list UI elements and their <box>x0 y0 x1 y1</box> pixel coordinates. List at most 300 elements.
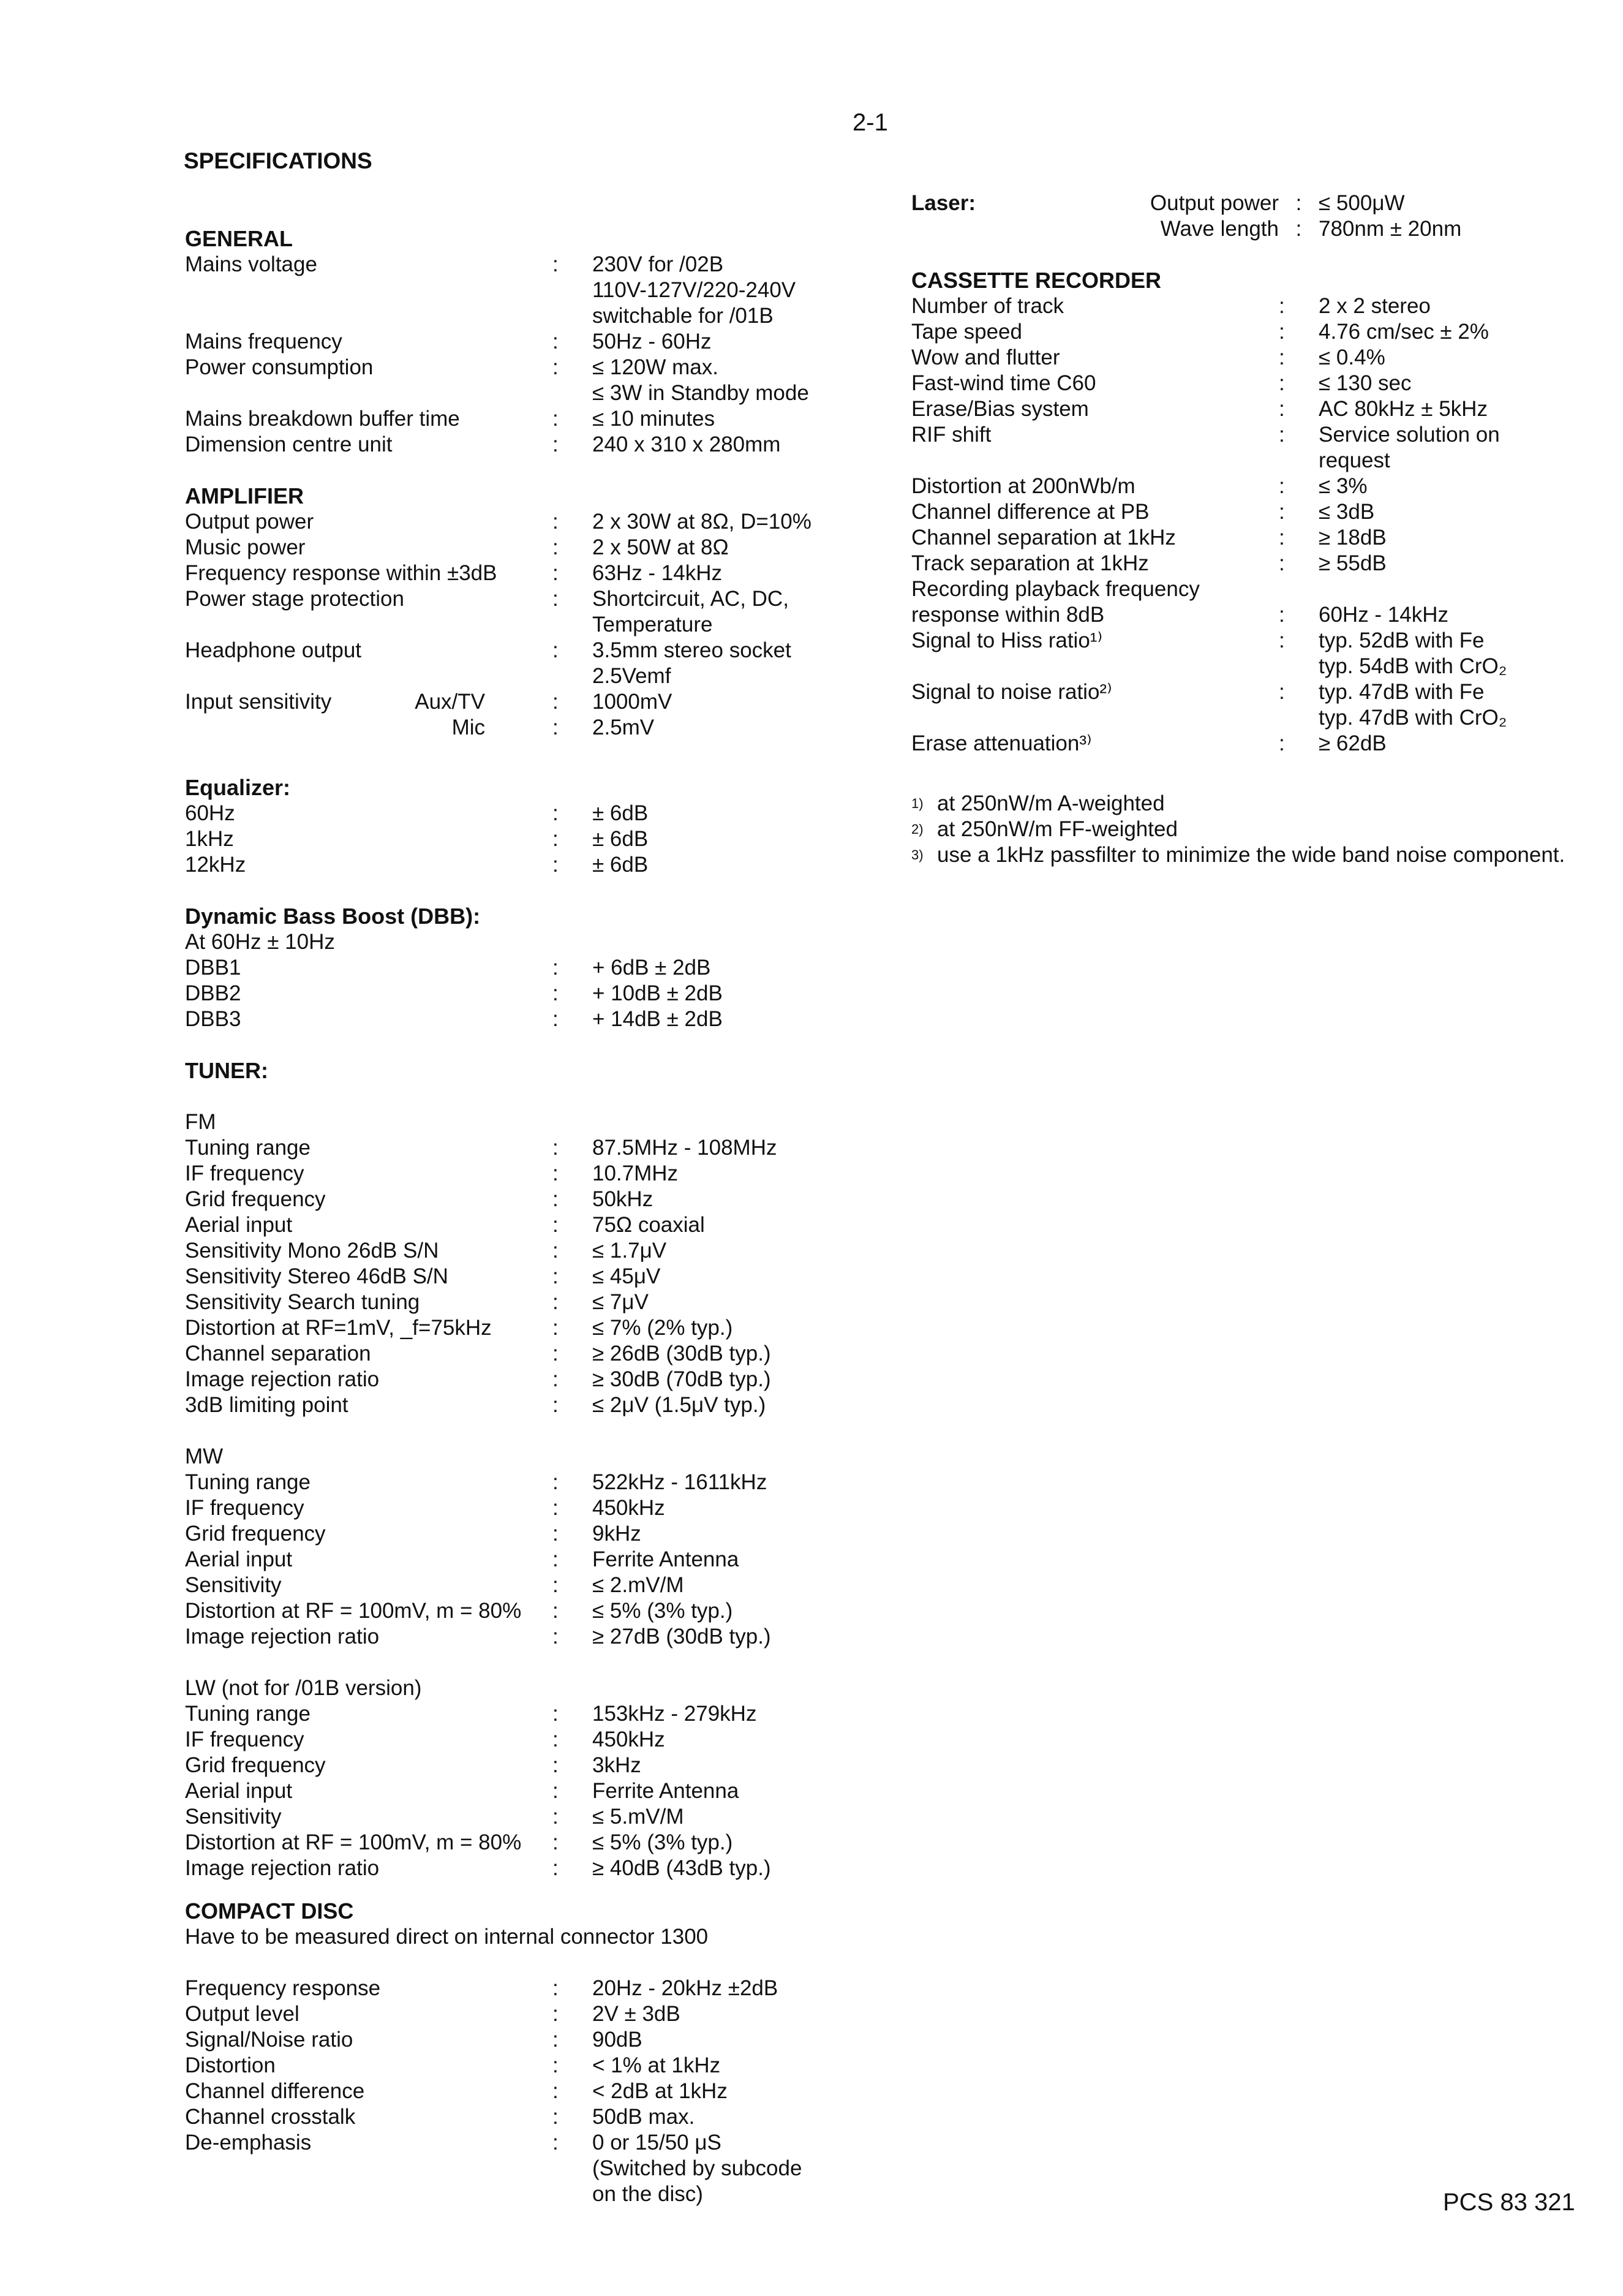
spec-label-text: DBB2 <box>185 981 241 1005</box>
colon-separator: : <box>552 1728 559 1751</box>
spec-label <box>185 1495 552 1521</box>
spec-label-text: Sensitivity <box>185 1573 282 1597</box>
spec-value <box>592 1976 871 2001</box>
spec-value-line: 2V ± 3dB <box>592 2002 680 2026</box>
spec-value-line: 87.5MHz - 108MHz <box>592 1136 777 1160</box>
colon-separator: : <box>1279 680 1285 704</box>
spec-label-text: Music power <box>185 535 306 559</box>
spec-label <box>185 1135 552 1161</box>
spec-label <box>185 252 552 303</box>
colon-separator: : <box>552 407 559 431</box>
subgroup-title: FM <box>185 1110 216 1134</box>
spec-value <box>592 1161 871 1187</box>
colon-separator: : <box>552 956 559 980</box>
spec-value-line: Ferrite Antenna <box>592 1779 739 1803</box>
spec-row <box>911 396 1603 422</box>
spec-label <box>185 2104 552 2130</box>
spec-value-line: AC 80kHz ± 5kHz <box>1319 397 1488 421</box>
spec-label <box>185 955 552 981</box>
laser-label: Wave length <box>1160 217 1279 241</box>
spec-label <box>185 1598 552 1624</box>
spec-value <box>592 432 871 458</box>
spec-value-line: ≤ 1.7μV <box>592 1239 667 1263</box>
colon-separator: : <box>1295 191 1302 215</box>
spec-value-line: 63Hz - 14kHz <box>592 561 723 585</box>
spec-row <box>185 509 871 535</box>
spec-value <box>592 1701 871 1727</box>
spec-label-text: Power stage protection <box>185 587 404 611</box>
footnote-mark: 2) <box>911 821 924 837</box>
spec-row <box>185 252 871 303</box>
spec-value-line: ≤ 3dB <box>1319 500 1375 524</box>
spec-value <box>592 981 871 1006</box>
spec-value <box>592 1804 871 1830</box>
colon-separator: : <box>1279 603 1285 627</box>
footnote-text: at 250nW/m A-weighted <box>937 791 1165 815</box>
spec-value-line: ≤ 120W max. <box>592 355 718 379</box>
spec-value-line: ≤ 5% (3% typ.) <box>592 1830 733 1854</box>
colon-separator: : <box>552 2002 559 2026</box>
spec-value-line: ≥ 27dB (30dB typ.) <box>592 1625 771 1648</box>
colon-separator: : <box>552 1161 559 1185</box>
footnote-mark: 3) <box>911 847 924 863</box>
section-title: Dynamic Bass Boost (DBB): <box>185 904 481 929</box>
colon-separator: : <box>552 1856 559 1880</box>
spec-label <box>185 406 552 432</box>
footnote-text: at 250nW/m FF-weighted <box>937 817 1178 841</box>
spec-section <box>185 775 871 878</box>
spec-label-text: Mains frequency <box>185 330 342 353</box>
spec-label <box>185 1624 552 1650</box>
right-column <box>911 191 1603 868</box>
colon-separator: : <box>1279 371 1285 395</box>
spec-label-text: Frequency response <box>185 1976 381 2000</box>
spec-value-line: ≤ 7μV <box>592 1290 649 1314</box>
spec-label <box>911 396 1279 422</box>
colon-separator: : <box>1279 397 1285 421</box>
spec-value <box>592 826 871 852</box>
colon-separator: : <box>552 1367 559 1391</box>
laser-row <box>1064 191 1603 216</box>
spec-label <box>185 1856 552 1881</box>
colon-separator: : <box>552 801 559 825</box>
spec-label <box>185 1392 552 1418</box>
colon-separator: : <box>552 252 559 276</box>
spec-label-text: Aerial input <box>185 1779 293 1803</box>
spec-label <box>185 1264 552 1290</box>
spec-row <box>185 1392 871 1418</box>
spec-row <box>185 2001 871 2027</box>
spec-value <box>592 1367 871 1392</box>
spec-label-text: Channel crosstalk <box>185 2105 356 2129</box>
spec-label-text: Channel separation at 1kHz <box>911 526 1176 549</box>
spec-value <box>592 406 871 432</box>
spec-row <box>185 561 871 586</box>
spec-label <box>185 1470 552 1495</box>
spec-row <box>185 1341 871 1367</box>
colon-separator: : <box>552 1213 559 1237</box>
spec-label <box>185 981 552 1006</box>
spec-value <box>592 852 871 878</box>
spec-label <box>185 826 552 852</box>
spec-value-line: ≥ 30dB (70dB typ.) <box>592 1367 771 1391</box>
spec-value-line: ≥ 55dB <box>1319 551 1387 575</box>
spec-value-line: request <box>1319 448 1390 472</box>
spec-label-text: DBB3 <box>185 1007 241 1031</box>
spec-value <box>1319 396 1603 422</box>
spec-row <box>185 801 871 826</box>
spec-label <box>185 2001 552 2027</box>
spec-label-text: Track separation at 1kHz <box>911 551 1149 575</box>
spec-label-text: Tape speed <box>911 320 1022 344</box>
colon-separator: : <box>552 1625 559 1648</box>
colon-separator: : <box>552 1393 559 1417</box>
colon-separator: : <box>552 535 559 559</box>
spec-value <box>592 955 871 981</box>
footnote <box>911 842 1603 868</box>
laser-title: Laser: <box>911 191 976 215</box>
spec-row <box>911 474 1603 499</box>
spec-label-text: Sensitivity <box>185 1805 282 1829</box>
colon-separator: : <box>552 1547 559 1571</box>
subgroup-title: LW (not for /01B version) <box>185 1676 422 1700</box>
spec-label <box>185 1727 552 1753</box>
colon-separator: : <box>552 1007 559 1031</box>
section-title: AMPLIFIER <box>185 483 304 508</box>
section-title: Equalizer: <box>185 775 291 800</box>
spec-value <box>592 1212 871 1238</box>
spec-label <box>185 432 552 458</box>
colon-separator: : <box>1279 500 1285 524</box>
spec-row <box>911 525 1603 551</box>
colon-separator: : <box>552 827 559 851</box>
colon-separator <box>552 929 592 955</box>
spec-label <box>185 1161 552 1187</box>
spec-label <box>185 852 552 878</box>
section-title: GENERAL <box>185 226 293 251</box>
spec-label-text: Distortion at RF = 100mV, m = 80% <box>185 1599 522 1623</box>
spec-row <box>185 2104 871 2130</box>
spec-row <box>911 576 1603 602</box>
colon-separator: : <box>1295 217 1302 241</box>
spec-value-line: 50dB max. <box>592 2105 695 2129</box>
spec-label-text: Number of track <box>911 294 1064 318</box>
laser-value: 780nm ± 20nm <box>1319 217 1462 241</box>
spec-label-text: Erase attenuation³⁾ <box>911 731 1092 755</box>
spec-label-text: Mains breakdown buffer time <box>185 407 460 431</box>
spec-label <box>185 2079 552 2104</box>
spec-value <box>592 1727 871 1753</box>
spec-row <box>185 826 871 852</box>
spec-label <box>185 689 552 715</box>
spec-row <box>185 1521 871 1547</box>
spec-value <box>592 715 871 741</box>
spec-value-line: ≤ 10 minutes <box>592 407 715 431</box>
spec-row <box>185 929 871 955</box>
spec-label <box>185 509 552 535</box>
spec-label <box>185 1367 552 1392</box>
spec-value <box>1319 602 1603 628</box>
spec-row <box>185 1495 871 1521</box>
colon-separator: : <box>552 330 559 353</box>
spec-row <box>911 319 1603 345</box>
spec-row <box>185 1778 871 1804</box>
colon-separator <box>552 303 592 329</box>
spec-label-text: response within 8dB <box>911 603 1105 627</box>
spec-label <box>185 535 552 561</box>
laser-section <box>911 191 1603 242</box>
spec-value-line: typ. 47dB with Fe <box>1319 680 1485 704</box>
colon-separator: : <box>552 1573 559 1597</box>
spec-row <box>185 955 871 981</box>
spec-label <box>185 1701 552 1727</box>
colon-separator: : <box>552 1136 559 1160</box>
spec-row <box>185 1830 871 1856</box>
spec-value-line: 50Hz - 60Hz <box>592 330 712 353</box>
spec-label <box>911 731 1279 757</box>
spec-label-text: Output power <box>185 510 314 534</box>
spec-value <box>592 509 871 535</box>
spec-value-line: 240 x 310 x 280mm <box>592 432 781 456</box>
spec-label-text: Distortion at RF = 100mV, m = 80% <box>185 1830 522 1854</box>
spec-value <box>592 929 871 955</box>
spec-label <box>185 355 552 406</box>
spec-sublabel: Aux/TV <box>415 690 485 714</box>
spec-value-line: ≤ 7% (2% typ.) <box>592 1316 733 1340</box>
spec-label <box>185 1341 552 1367</box>
spec-label <box>911 371 1279 396</box>
colon-separator: : <box>552 1976 559 2000</box>
spec-label <box>185 1315 552 1341</box>
spec-value-line: Temperature <box>592 613 713 636</box>
spec-value-line: 230V for /02B <box>592 252 724 276</box>
spec-value-line: 0 or 15/50 μS <box>592 2131 721 2154</box>
spec-row <box>185 1238 871 1264</box>
spec-label <box>911 319 1279 345</box>
spec-value-line: ≤ 2μV (1.5μV typ.) <box>592 1393 766 1417</box>
spec-label-text: Channel separation <box>185 1342 371 1365</box>
colon-separator: : <box>552 1599 559 1623</box>
spec-label-text: 1kHz <box>185 827 234 851</box>
colon-separator: : <box>552 853 559 877</box>
colon-separator: : <box>552 587 559 611</box>
spec-value <box>592 2027 871 2053</box>
spec-section <box>185 1058 871 1881</box>
spec-row <box>911 731 1603 757</box>
spec-value-line: 10.7MHz <box>592 1161 679 1185</box>
spec-value <box>592 1135 871 1161</box>
spec-value-line: 2 x 2 stereo <box>1319 294 1431 318</box>
spec-row <box>185 1006 871 1032</box>
spec-label <box>185 561 552 586</box>
colon-separator: : <box>552 638 559 662</box>
spec-label <box>911 422 1279 474</box>
footer-code: PCS 83 321 <box>1443 2189 1575 2216</box>
spec-row <box>911 293 1603 319</box>
spec-label-text: Distortion <box>185 2053 276 2077</box>
spec-label-text: De-emphasis <box>185 2131 312 2154</box>
spec-value-line: Ferrite Antenna <box>592 1547 739 1571</box>
spec-label <box>185 2130 552 2207</box>
subgroup-title: MW <box>185 1444 224 1468</box>
spec-value <box>592 689 871 715</box>
spec-value <box>1319 371 1603 396</box>
spec-label <box>911 551 1279 576</box>
spec-value-line: on the disc) <box>592 2182 703 2206</box>
colon-separator: : <box>552 1264 559 1288</box>
spec-row <box>185 1470 871 1495</box>
spec-label <box>911 602 1279 628</box>
spec-value <box>592 1470 871 1495</box>
spec-label <box>911 293 1279 319</box>
spec-row <box>911 679 1603 731</box>
spec-label <box>185 1573 552 1598</box>
spec-value-line: 522kHz - 1611kHz <box>592 1470 767 1494</box>
spec-value-line: ≤ 3W in Standby mode <box>592 381 809 405</box>
spec-value-line: 2.5mV <box>592 716 655 739</box>
spec-label <box>185 586 552 638</box>
spec-value <box>1319 499 1603 525</box>
spec-label-text: Headphone output <box>185 638 362 662</box>
spec-row <box>911 628 1603 679</box>
spec-label <box>185 1830 552 1856</box>
spec-value-line: 1000mV <box>592 690 672 714</box>
spec-value <box>592 2079 871 2104</box>
spec-row <box>911 551 1603 576</box>
spec-row <box>185 2053 871 2079</box>
spec-row <box>185 1573 871 1598</box>
spec-value-line: ≥ 18dB <box>1319 526 1387 549</box>
colon-separator: : <box>552 432 559 456</box>
spec-section <box>185 483 871 741</box>
spec-label <box>185 1212 552 1238</box>
spec-label-text: Aerial input <box>185 1213 293 1237</box>
spec-value <box>1319 474 1603 499</box>
spec-row <box>185 981 871 1006</box>
colon-separator: : <box>552 690 559 714</box>
spec-label <box>185 1804 552 1830</box>
colon-separator: : <box>552 1239 559 1263</box>
colon-separator: : <box>552 1290 559 1314</box>
spec-label <box>185 303 552 329</box>
spec-label-text: Sensitivity Mono 26dB S/N <box>185 1239 439 1263</box>
spec-label <box>911 345 1279 371</box>
spec-value-line: 2 x 30W at 8Ω, D=10% <box>592 510 812 534</box>
colon-separator: : <box>1279 731 1285 755</box>
colon-separator: : <box>552 1316 559 1340</box>
spec-value <box>592 1315 871 1341</box>
spec-value-line: ≤ 0.4% <box>1319 346 1385 369</box>
cassette-section <box>911 268 1603 757</box>
spec-value <box>1319 628 1603 679</box>
spec-value <box>592 1290 871 1315</box>
colon-separator: : <box>552 2053 559 2077</box>
spec-label <box>185 1187 552 1212</box>
spec-value-line: typ. 54dB with CrO₂ <box>1319 654 1507 678</box>
spec-value <box>592 1753 871 1778</box>
spec-label <box>185 1238 552 1264</box>
colon-separator: : <box>552 2028 559 2052</box>
spec-value-line: 450kHz <box>592 1728 665 1751</box>
spec-label-text: Mains voltage <box>185 252 317 276</box>
spec-value <box>592 1521 871 1547</box>
spec-value <box>1319 679 1603 731</box>
spec-label-text: Grid frequency <box>185 1753 326 1777</box>
spec-value-line: < 2dB at 1kHz <box>592 2079 728 2103</box>
spec-label <box>185 329 552 355</box>
spec-value-line: 60Hz - 14kHz <box>1319 603 1449 627</box>
spec-value <box>592 1830 871 1856</box>
spec-row <box>185 1598 871 1624</box>
spec-row <box>185 2027 871 2053</box>
spec-row <box>185 1187 871 1212</box>
spec-label <box>185 1976 552 2001</box>
colon-separator: : <box>552 1470 559 1494</box>
spec-value <box>592 303 871 329</box>
spec-value <box>1319 525 1603 551</box>
spec-row <box>185 535 871 561</box>
spec-value-line: 90dB <box>592 2028 642 2052</box>
spec-value <box>592 1598 871 1624</box>
spec-value-line: 20Hz - 20kHz ±2dB <box>592 1976 778 2000</box>
spec-value-line: switchable for /01B <box>592 304 774 328</box>
spec-value <box>1319 551 1603 576</box>
spec-value-line: typ. 47dB with CrO₂ <box>1319 706 1507 730</box>
spec-label-text: Grid frequency <box>185 1187 326 1211</box>
spec-row <box>185 303 871 329</box>
spec-label-text: Wow and flutter <box>911 346 1060 369</box>
spec-label-text: Sensitivity Search tuning <box>185 1290 420 1314</box>
spec-row <box>911 499 1603 525</box>
colon-separator: : <box>1279 320 1285 344</box>
spec-row <box>911 422 1603 474</box>
spec-value-line: 2.5Vemf <box>592 664 671 688</box>
spec-label <box>911 525 1279 551</box>
spec-value <box>592 1341 871 1367</box>
spec-label <box>911 499 1279 525</box>
spec-label-text: RIF shift <box>911 423 992 447</box>
section-title: COMPACT DISC <box>185 1898 354 1924</box>
colon-separator: : <box>552 1830 559 1854</box>
spec-row <box>185 852 871 878</box>
spec-label-text: DBB1 <box>185 956 241 980</box>
spec-value-line: ≥ 26dB (30dB typ.) <box>592 1342 771 1365</box>
section-note: Have to be measured direct on internal connector 1300 <box>185 1925 709 1949</box>
spec-row <box>185 1367 871 1392</box>
spec-value-line: < 1% at 1kHz <box>592 2053 721 2077</box>
spec-label-text: Power consumption <box>185 355 374 379</box>
spec-label <box>185 1521 552 1547</box>
spec-value <box>592 1264 871 1290</box>
footnotes <box>911 791 1603 868</box>
spec-label <box>911 474 1279 499</box>
spec-value-line: 3.5mm stereo socket <box>592 638 791 662</box>
spec-value <box>592 2001 871 2027</box>
section-title: TUNER: <box>185 1058 268 1083</box>
spec-label <box>185 638 552 689</box>
spec-label-text: Recording playback frequency <box>911 577 1200 601</box>
spec-label-text: At 60Hz ± 10Hz <box>185 930 335 954</box>
spec-value-line: 110V-127V/220-240V <box>592 278 796 302</box>
spacer <box>185 1950 871 1976</box>
spec-label-text: Distortion at 200nWb/m <box>911 474 1135 498</box>
spec-value <box>592 1187 871 1212</box>
spec-value <box>592 1006 871 1032</box>
footnote-mark: 1) <box>911 796 924 811</box>
spec-value-line: ± 6dB <box>592 853 649 877</box>
spec-value <box>592 1778 871 1804</box>
spec-label <box>185 1006 552 1032</box>
